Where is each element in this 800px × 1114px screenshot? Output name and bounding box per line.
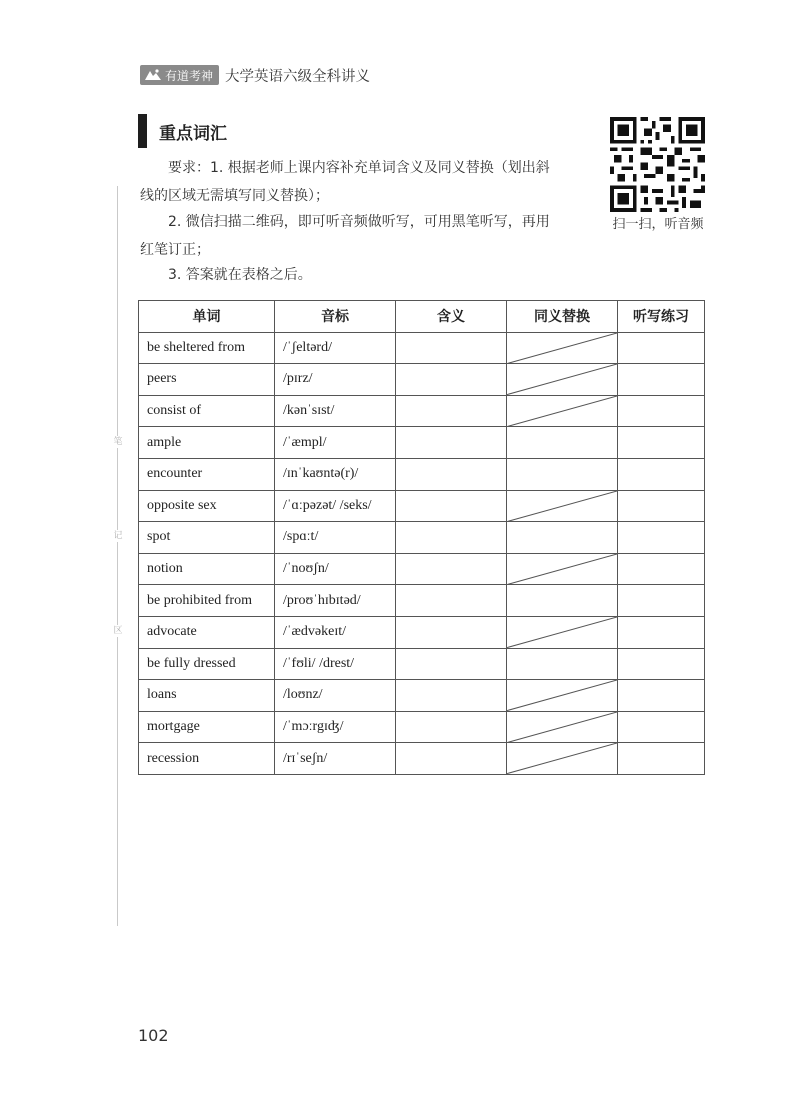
ipa-cell: /rɪˈseʃn/ xyxy=(275,743,396,775)
table-row xyxy=(139,395,705,427)
slash-line xyxy=(507,396,617,427)
word-cell: notion xyxy=(139,553,275,585)
table-row xyxy=(139,616,705,648)
ipa-cell: /kənˈsɪst/ xyxy=(275,395,396,427)
section-heading xyxy=(138,113,227,149)
meaning-cell[interactable] xyxy=(396,743,507,775)
synonym-cell[interactable] xyxy=(507,648,618,680)
qr-caption: 扫一扫，听音频 xyxy=(612,217,704,232)
margin-note: 记 xyxy=(113,531,123,541)
table-row xyxy=(139,364,705,396)
table-row xyxy=(139,648,705,680)
header-word: 单词 xyxy=(139,301,275,333)
margin-note: 笔 xyxy=(113,437,123,447)
header-dictation: 听写练习 xyxy=(618,301,705,333)
page-header xyxy=(140,64,370,86)
slash-mark xyxy=(507,396,617,427)
dictation-cell[interactable] xyxy=(618,364,705,396)
requirement-line: 要求：1. 根据老师上课内容补充单词含义及同义替换（划出斜 xyxy=(168,160,550,176)
word-cell: loans xyxy=(139,680,275,712)
meaning-cell[interactable] xyxy=(396,553,507,585)
slash-mark xyxy=(507,743,617,774)
synonym-cell xyxy=(507,395,618,427)
table-row xyxy=(139,711,705,743)
dictation-cell[interactable] xyxy=(618,395,705,427)
synonym-cell[interactable] xyxy=(507,522,618,554)
word-cell: recession xyxy=(139,743,275,775)
slash-line xyxy=(507,617,617,648)
synonym-cell xyxy=(507,743,618,775)
header-meaning: 含义 xyxy=(396,301,507,333)
slash-line xyxy=(507,680,617,711)
slash-mark xyxy=(507,333,617,364)
brand-name: 有道考神 xyxy=(165,68,214,83)
book-title: 大学英语六级全科讲义 xyxy=(225,68,371,85)
vocab-table xyxy=(138,300,705,775)
synonym-cell xyxy=(507,332,618,364)
slash-line xyxy=(507,491,617,522)
table-row xyxy=(139,585,705,617)
synonym-cell xyxy=(507,553,618,585)
word-cell: be sheltered from xyxy=(139,332,275,364)
page-number: 102 xyxy=(138,1026,169,1045)
slash-line xyxy=(507,364,617,395)
dictation-cell[interactable] xyxy=(618,743,705,775)
ipa-cell: /ˈmɔːrgɪʤ/ xyxy=(275,711,396,743)
margin-note: 区 xyxy=(113,626,123,636)
word-cell: consist of xyxy=(139,395,275,427)
meaning-cell[interactable] xyxy=(396,458,507,490)
synonym-cell xyxy=(507,364,618,396)
synonym-cell xyxy=(507,616,618,648)
dictation-cell[interactable] xyxy=(618,522,705,554)
ipa-cell: /ˈʃeltərd/ xyxy=(275,332,396,364)
slash-line xyxy=(507,333,617,364)
margin-line xyxy=(117,186,118,926)
table-row xyxy=(139,680,705,712)
dictation-cell[interactable] xyxy=(618,427,705,459)
requirement-line: 3. 答案就在表格之后。 xyxy=(168,267,312,283)
synonym-cell[interactable] xyxy=(507,427,618,459)
word-cell: spot xyxy=(139,522,275,554)
ipa-cell: /pɪrz/ xyxy=(275,364,396,396)
meaning-cell[interactable] xyxy=(396,490,507,522)
slash-line xyxy=(507,554,617,585)
meaning-cell[interactable] xyxy=(396,364,507,396)
meaning-cell[interactable] xyxy=(396,711,507,743)
table-row xyxy=(139,332,705,364)
slash-line xyxy=(507,743,617,774)
table-row xyxy=(139,743,705,775)
dictation-cell[interactable] xyxy=(618,553,705,585)
word-cell: opposite sex xyxy=(139,490,275,522)
dictation-cell[interactable] xyxy=(618,585,705,617)
slash-mark xyxy=(507,554,617,585)
dictation-cell[interactable] xyxy=(618,332,705,364)
synonym-cell xyxy=(507,711,618,743)
section-title: 重点词汇 xyxy=(159,123,227,144)
dictation-cell[interactable] xyxy=(618,458,705,490)
requirement-line: 红笔订正； xyxy=(140,242,210,258)
word-cell: be fully dressed xyxy=(139,648,275,680)
header-ipa: 音标 xyxy=(275,301,396,333)
meaning-cell[interactable] xyxy=(396,522,507,554)
word-cell: ample xyxy=(139,427,275,459)
meaning-cell[interactable] xyxy=(396,395,507,427)
ipa-cell: /proʊˈhɪbɪtəd/ xyxy=(275,585,396,617)
meaning-cell[interactable] xyxy=(396,616,507,648)
word-cell: encounter xyxy=(139,458,275,490)
requirement-line: 线的区域无需填写同义替换）； xyxy=(140,188,329,204)
dictation-cell[interactable] xyxy=(618,648,705,680)
table-header-row xyxy=(139,301,705,333)
synonym-cell[interactable] xyxy=(507,585,618,617)
vocab-table-body xyxy=(139,332,705,774)
slash-mark xyxy=(507,364,617,395)
qr-code-icon[interactable] xyxy=(610,117,705,212)
slash-mark xyxy=(507,712,617,743)
table-row xyxy=(139,522,705,554)
slash-mark xyxy=(507,680,617,711)
word-cell: mortgage xyxy=(139,711,275,743)
table-row xyxy=(139,553,705,585)
meaning-cell[interactable] xyxy=(396,585,507,617)
ipa-cell: /ˈæmpl/ xyxy=(275,427,396,459)
word-cell: advocate xyxy=(139,616,275,648)
brand-logo-icon xyxy=(144,68,162,82)
dictation-cell[interactable] xyxy=(618,680,705,712)
synonym-cell xyxy=(507,680,618,712)
ipa-cell: /ˈɑːpəzət/ /seks/ xyxy=(275,490,396,522)
ipa-cell: /ɪnˈkaʊntə(r)/ xyxy=(275,458,396,490)
ipa-cell: /ˈædvəkeɪt/ xyxy=(275,616,396,648)
dictation-cell[interactable] xyxy=(618,616,705,648)
requirement-line: 2. 微信扫描二维码，即可听音频做听写，可用黑笔听写，再用 xyxy=(168,214,550,230)
header-synonym: 同义替换 xyxy=(507,301,618,333)
meaning-cell[interactable] xyxy=(396,427,507,459)
slash-mark xyxy=(507,491,617,522)
section-marker xyxy=(138,114,147,148)
table-row xyxy=(139,458,705,490)
ipa-cell: /loʊnz/ xyxy=(275,680,396,712)
word-cell: be prohibited from xyxy=(139,585,275,617)
ipa-cell: /ˈnoʊʃn/ xyxy=(275,553,396,585)
synonym-cell[interactable] xyxy=(507,458,618,490)
table-row xyxy=(139,427,705,459)
brand-badge xyxy=(140,65,219,85)
slash-line xyxy=(507,712,617,743)
meaning-cell[interactable] xyxy=(396,332,507,364)
dictation-cell[interactable] xyxy=(618,711,705,743)
meaning-cell[interactable] xyxy=(396,648,507,680)
meaning-cell[interactable] xyxy=(396,680,507,712)
dictation-cell[interactable] xyxy=(618,490,705,522)
slash-mark xyxy=(507,617,617,648)
table-row xyxy=(139,490,705,522)
synonym-cell xyxy=(507,490,618,522)
ipa-cell: /spɑːt/ xyxy=(275,522,396,554)
ipa-cell: /ˈfʊli/ /drest/ xyxy=(275,648,396,680)
word-cell: peers xyxy=(139,364,275,396)
